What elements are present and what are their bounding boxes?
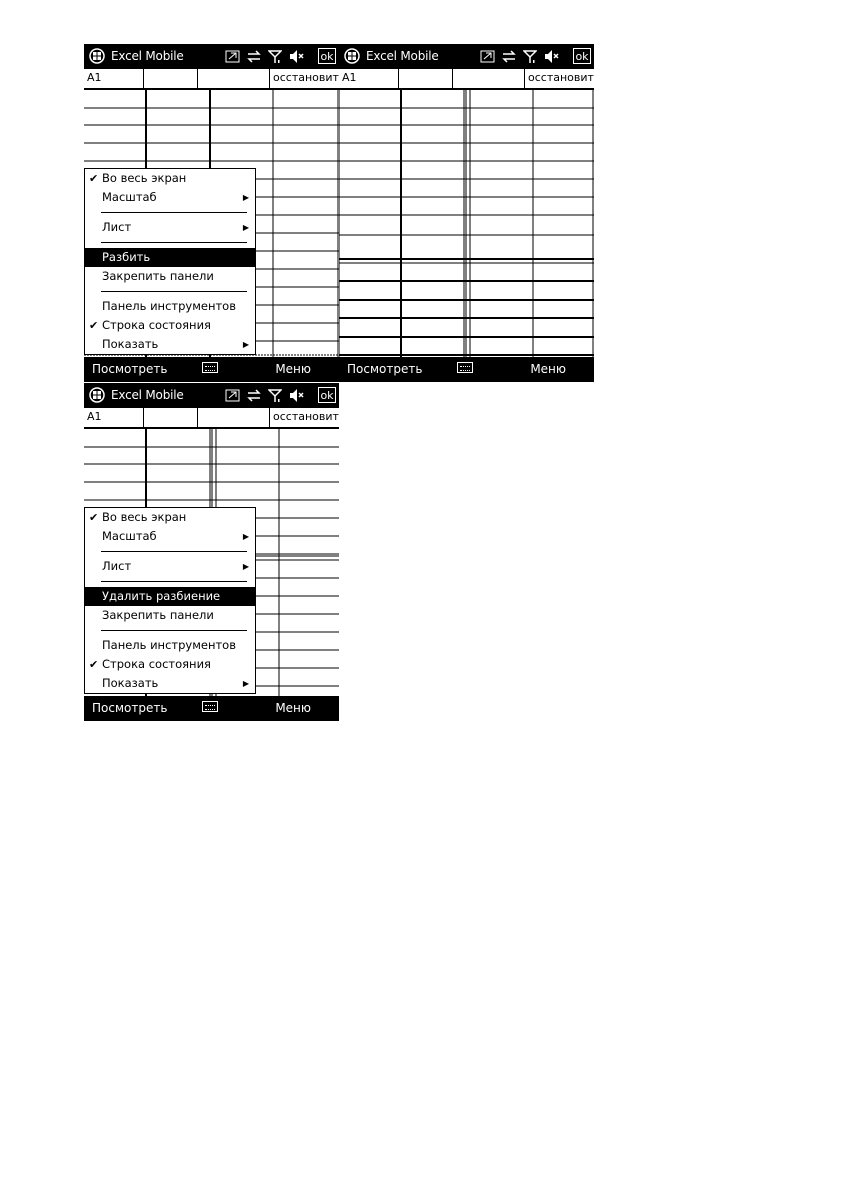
menu-softkey[interactable]: Меню: [275, 362, 311, 376]
view-softkey[interactable]: Посмотреть: [92, 701, 168, 715]
signal-strength-icon[interactable]: [523, 49, 537, 64]
menu-item-freeze-panes[interactable]: [85, 606, 255, 625]
menu-item-show[interactable]: [85, 335, 255, 354]
menu-divider: [85, 207, 255, 218]
softkey-bar: [339, 357, 594, 382]
checkmark-icon: ✔: [89, 658, 99, 671]
keyboard-icon[interactable]: [202, 362, 218, 373]
menu-divider: [85, 625, 255, 636]
softkey-bar: [84, 696, 339, 721]
formula-empty-cell: [399, 69, 453, 88]
submenu-arrow-icon: ▶: [242, 679, 249, 688]
menu-item-freeze-panes[interactable]: [85, 267, 255, 286]
checkmark-icon: ✔: [89, 511, 99, 524]
menu-item-label: Разбить: [102, 250, 151, 264]
menu-item-toolbar[interactable]: [85, 297, 255, 316]
cell-reference[interactable]: A1: [339, 69, 399, 88]
app-title: Excel Mobile: [111, 388, 184, 402]
ok-button[interactable]: ok: [318, 387, 336, 403]
connectivity-icon[interactable]: [225, 49, 241, 64]
title-bar: [84, 44, 339, 69]
screenshot-remove-split-menu: [84, 383, 339, 721]
sync-arrows-icon[interactable]: [247, 49, 261, 64]
menu-item-label: Строка состояния: [102, 318, 211, 332]
connectivity-icon[interactable]: [480, 49, 496, 64]
windows-flag-icon[interactable]: [344, 48, 360, 64]
menu-item-label: Лист: [102, 220, 132, 234]
formula-content[interactable]: осстановит: [528, 71, 594, 84]
submenu-arrow-icon: ▶: [242, 562, 249, 571]
formula-empty-cell: [198, 408, 270, 427]
cell-reference[interactable]: A1: [84, 408, 144, 427]
submenu-arrow-icon: ▶: [242, 340, 249, 349]
windows-flag-icon[interactable]: [89, 48, 105, 64]
title-bar: [339, 44, 594, 69]
sync-arrows-icon[interactable]: [247, 388, 261, 403]
app-title: Excel Mobile: [366, 49, 439, 63]
menu-divider: [85, 546, 255, 557]
formula-empty-cell: [453, 69, 525, 88]
formula-bar: [84, 69, 339, 89]
formula-bar: [84, 408, 339, 428]
menu-item-status-bar[interactable]: [85, 316, 255, 335]
speaker-mute-icon[interactable]: [289, 49, 305, 64]
submenu-arrow-icon: ▶: [242, 223, 249, 232]
menu-item-zoom[interactable]: [85, 527, 255, 546]
menu-divider: [85, 237, 255, 248]
formula-content[interactable]: осстановит: [273, 71, 339, 84]
screenshot-split-view: [339, 44, 594, 382]
speaker-mute-icon[interactable]: [289, 388, 305, 403]
menu-item-label: Закрепить панели: [102, 269, 214, 283]
speaker-mute-icon[interactable]: [544, 49, 560, 64]
connectivity-icon[interactable]: [225, 388, 241, 403]
menu-item-status-bar[interactable]: [85, 655, 255, 674]
context-menu: [84, 507, 256, 694]
formula-bar: [339, 69, 594, 89]
menu-item-label: Удалить разбиение: [102, 589, 221, 603]
signal-strength-icon[interactable]: [268, 49, 282, 64]
submenu-arrow-icon: ▶: [242, 532, 249, 541]
sync-arrows-icon[interactable]: [502, 49, 516, 64]
ok-button[interactable]: ok: [573, 48, 591, 64]
menu-item-fullscreen[interactable]: [85, 169, 255, 188]
menu-item-label: Масштаб: [102, 529, 157, 543]
formula-empty-cell: [144, 69, 198, 88]
view-softkey[interactable]: Посмотреть: [92, 362, 168, 376]
context-menu: [84, 168, 256, 355]
menu-divider: [85, 576, 255, 587]
menu-softkey[interactable]: Меню: [530, 362, 566, 376]
menu-item-label: Панель инструментов: [102, 638, 236, 652]
formula-empty-cell: [198, 69, 270, 88]
menu-item-sheet[interactable]: [85, 218, 255, 237]
menu-softkey[interactable]: Меню: [275, 701, 311, 715]
menu-item-label: Лист: [102, 559, 132, 573]
cell-reference[interactable]: A1: [84, 69, 144, 88]
menu-item-label: Показать: [102, 337, 159, 351]
menu-item-show[interactable]: [85, 674, 255, 693]
menu-item-label: Во весь экран: [102, 510, 187, 524]
menu-item-label: Показать: [102, 676, 159, 690]
menu-item-split[interactable]: [85, 248, 255, 267]
menu-divider: [85, 286, 255, 297]
windows-flag-icon[interactable]: [89, 387, 105, 403]
signal-strength-icon[interactable]: [268, 388, 282, 403]
softkey-bar: [84, 357, 339, 382]
formula-content[interactable]: осстановит: [273, 410, 339, 423]
view-softkey[interactable]: Посмотреть: [347, 362, 423, 376]
menu-item-zoom[interactable]: [85, 188, 255, 207]
checkmark-icon: ✔: [89, 319, 99, 332]
keyboard-icon[interactable]: [202, 701, 218, 712]
menu-item-label: Закрепить панели: [102, 608, 214, 622]
menu-item-label: Панель инструментов: [102, 299, 236, 313]
menu-item-toolbar[interactable]: [85, 636, 255, 655]
screenshot-split-menu: [84, 44, 339, 382]
menu-item-sheet[interactable]: [85, 557, 255, 576]
ok-button[interactable]: ok: [318, 48, 336, 64]
app-title: Excel Mobile: [111, 49, 184, 63]
spreadsheet-grid[interactable]: [339, 89, 594, 357]
title-bar: [84, 383, 339, 408]
menu-item-label: Строка состояния: [102, 657, 211, 671]
formula-empty-cell: [144, 408, 198, 427]
submenu-arrow-icon: ▶: [242, 193, 249, 202]
menu-item-fullscreen[interactable]: [85, 508, 255, 527]
menu-item-remove-split[interactable]: [85, 587, 255, 606]
checkmark-icon: ✔: [89, 172, 99, 185]
keyboard-icon[interactable]: [457, 362, 473, 373]
menu-item-label: Масштаб: [102, 190, 157, 204]
grid-lines: [339, 89, 594, 357]
menu-item-label: Во весь экран: [102, 171, 187, 185]
